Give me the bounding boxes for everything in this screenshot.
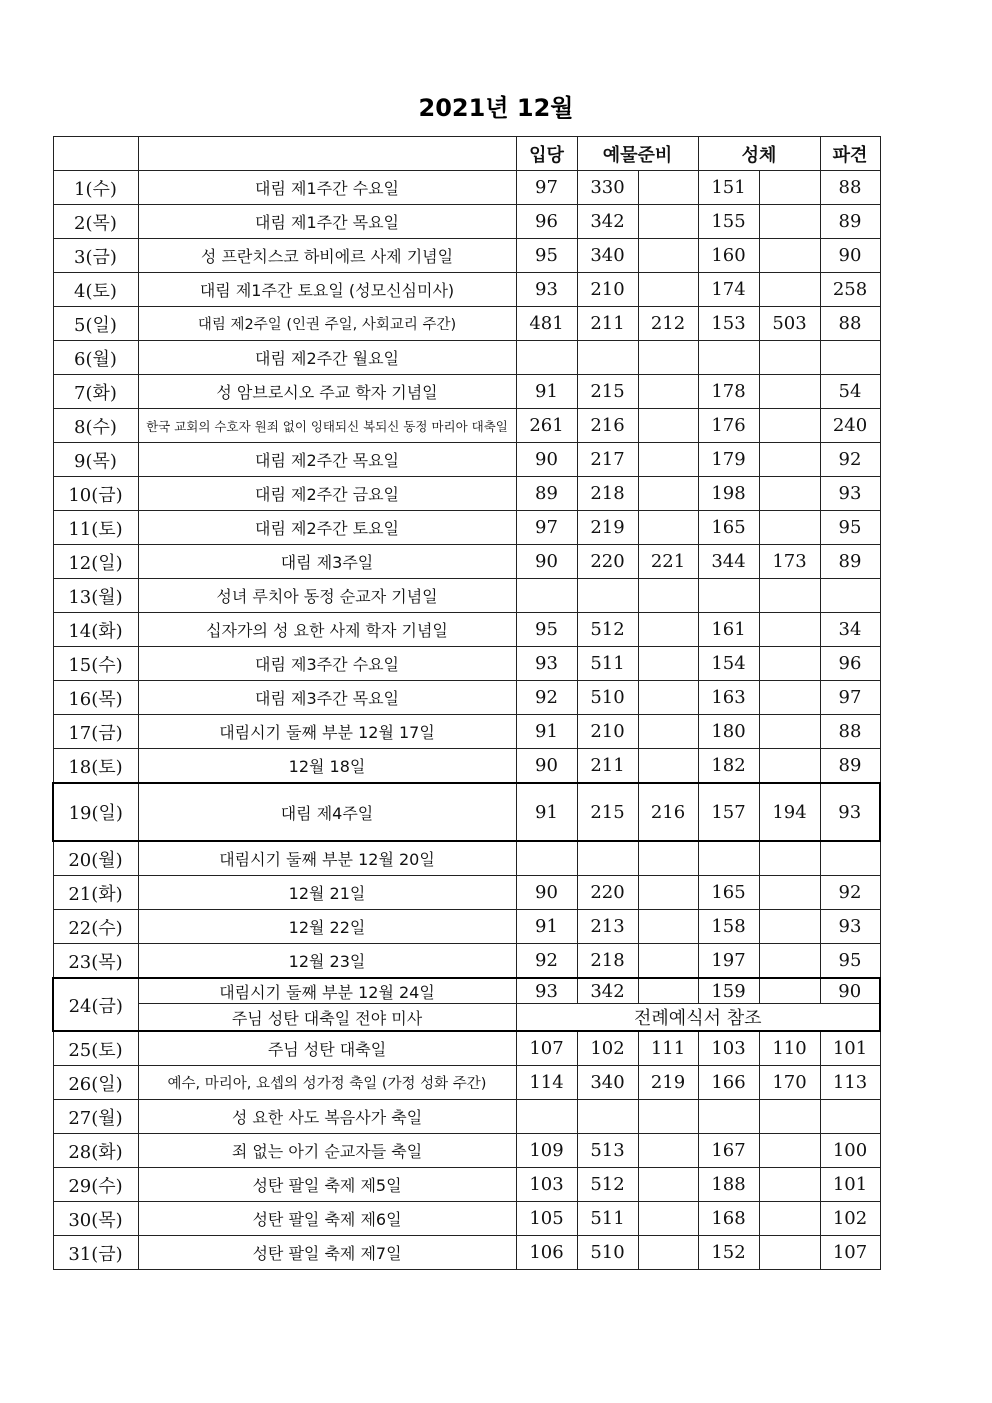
communion-hymn-1: 160 [698, 239, 759, 273]
entrance-hymn: 97 [516, 171, 577, 205]
celebration-name: 한국 교회의 수호자 원죄 없이 잉태되신 복되신 동정 마리아 대축일 [138, 409, 516, 443]
communion-hymn-1: 198 [698, 477, 759, 511]
offertory-hymn-2 [638, 715, 698, 749]
date-cell: 1(수) [53, 171, 138, 205]
communion-hymn-1 [698, 841, 759, 876]
communion-hymn-2 [759, 681, 820, 715]
table-row [53, 273, 880, 307]
offertory-hymn-2 [638, 978, 698, 1004]
celebration-name: 십자가의 성 요한 사제 학자 기념일 [138, 613, 516, 647]
communion-hymn-2 [759, 443, 820, 477]
communion-hymn-1: 159 [698, 978, 759, 1004]
dismissal-hymn: 88 [820, 171, 880, 205]
entrance-hymn: 103 [516, 1168, 577, 1202]
header-offertory: 예물준비 [577, 137, 698, 171]
offertory-hymn-1: 342 [577, 205, 638, 239]
dismissal-hymn: 258 [820, 273, 880, 307]
celebration-name: 주님 성탄 대축일 전야 미사 [138, 1004, 516, 1032]
offertory-hymn-2 [638, 341, 698, 375]
offertory-hymn-1: 342 [577, 978, 638, 1004]
communion-hymn-2 [759, 978, 820, 1004]
communion-hymn-2 [759, 647, 820, 681]
celebration-name: 성탄 팔일 축제 제6일 [138, 1202, 516, 1236]
communion-hymn-2: 110 [759, 1031, 820, 1066]
celebration-name: 죄 없는 아기 순교자들 축일 [138, 1134, 516, 1168]
dismissal-hymn: 88 [820, 307, 880, 341]
table-row [53, 1066, 880, 1100]
dismissal-hymn: 102 [820, 1202, 880, 1236]
celebration-name: 대림 제1주간 토요일 (성모신심미사) [138, 273, 516, 307]
entrance-hymn: 114 [516, 1066, 577, 1100]
offertory-hymn-1: 219 [577, 511, 638, 545]
offertory-hymn-2 [638, 409, 698, 443]
offertory-hymn-2 [638, 1134, 698, 1168]
communion-hymn-1: 180 [698, 715, 759, 749]
table-row [53, 1236, 880, 1270]
date-cell: 11(토) [53, 511, 138, 545]
date-cell: 24(금) [53, 978, 138, 1031]
communion-hymn-1: 103 [698, 1031, 759, 1066]
communion-hymn-2 [759, 239, 820, 273]
celebration-name: 12월 22일 [138, 910, 516, 944]
table-row [53, 1202, 880, 1236]
offertory-hymn-1: 102 [577, 1031, 638, 1066]
date-cell: 26(일) [53, 1066, 138, 1100]
offertory-hymn-2 [638, 443, 698, 477]
offertory-hymn-2 [638, 1202, 698, 1236]
offertory-hymn-2: 212 [638, 307, 698, 341]
offertory-hymn-1: 330 [577, 171, 638, 205]
dismissal-hymn: 101 [820, 1168, 880, 1202]
table-row [53, 910, 880, 944]
offertory-hymn-2 [638, 944, 698, 979]
date-cell: 20(월) [53, 841, 138, 876]
dismissal-hymn: 54 [820, 375, 880, 409]
celebration-name: 대림 제2주간 토요일 [138, 511, 516, 545]
communion-hymn-1: 161 [698, 613, 759, 647]
date-cell: 10(금) [53, 477, 138, 511]
entrance-hymn: 105 [516, 1202, 577, 1236]
communion-hymn-2 [759, 171, 820, 205]
celebration-name: 성 프란치스코 하비에르 사제 기념일 [138, 239, 516, 273]
offertory-hymn-2 [638, 910, 698, 944]
dismissal-hymn: 97 [820, 681, 880, 715]
communion-hymn-1: 344 [698, 545, 759, 579]
offertory-hymn-2 [638, 1168, 698, 1202]
communion-hymn-1: 154 [698, 647, 759, 681]
entrance-hymn: 92 [516, 944, 577, 979]
offertory-hymn-1: 220 [577, 876, 638, 910]
table-row [53, 876, 880, 910]
communion-hymn-2 [759, 715, 820, 749]
offertory-hymn-2 [638, 647, 698, 681]
celebration-name: 대림 제1주간 목요일 [138, 205, 516, 239]
table-row [53, 978, 880, 1004]
table-row [53, 409, 880, 443]
dismissal-hymn: 89 [820, 205, 880, 239]
offertory-hymn-1 [577, 341, 638, 375]
communion-hymn-2 [759, 1100, 820, 1134]
communion-hymn-1: 182 [698, 749, 759, 784]
date-cell: 21(화) [53, 876, 138, 910]
header-communion: 성체 [698, 137, 820, 171]
entrance-hymn: 89 [516, 477, 577, 511]
celebration-name: 대림시기 둘째 부분 12월 24일 [138, 978, 516, 1004]
offertory-hymn-2: 219 [638, 1066, 698, 1100]
date-cell: 22(수) [53, 910, 138, 944]
offertory-hymn-1: 211 [577, 749, 638, 784]
communion-hymn-1: 176 [698, 409, 759, 443]
offertory-hymn-2 [638, 239, 698, 273]
communion-hymn-1 [698, 1100, 759, 1134]
table-row [53, 205, 880, 239]
table-row [53, 613, 880, 647]
celebration-name: 12월 21일 [138, 876, 516, 910]
table-row [53, 783, 880, 841]
entrance-hymn: 92 [516, 681, 577, 715]
offertory-hymn-1: 511 [577, 647, 638, 681]
communion-hymn-1: 158 [698, 910, 759, 944]
communion-hymn-2: 194 [759, 783, 820, 841]
dismissal-hymn [820, 341, 880, 375]
dismissal-hymn: 88 [820, 715, 880, 749]
communion-hymn-2 [759, 477, 820, 511]
table-row [53, 944, 880, 979]
offertory-hymn-2 [638, 171, 698, 205]
communion-hymn-1: 165 [698, 511, 759, 545]
dismissal-hymn: 93 [820, 477, 880, 511]
dismissal-hymn: 240 [820, 409, 880, 443]
dismissal-hymn: 89 [820, 749, 880, 784]
celebration-name: 대림 제3주일 [138, 545, 516, 579]
table-row [53, 647, 880, 681]
offertory-hymn-2: 111 [638, 1031, 698, 1066]
offertory-hymn-1: 220 [577, 545, 638, 579]
table-row [53, 681, 880, 715]
celebration-name: 대림시기 둘째 부분 12월 20일 [138, 841, 516, 876]
celebration-name: 대림시기 둘째 부분 12월 17일 [138, 715, 516, 749]
communion-hymn-2 [759, 273, 820, 307]
offertory-hymn-1: 512 [577, 1168, 638, 1202]
entrance-hymn: 91 [516, 715, 577, 749]
offertory-hymn-1: 217 [577, 443, 638, 477]
liturgy-reference-note: 전례예식서 참조 [516, 1004, 880, 1032]
offertory-hymn-1: 510 [577, 681, 638, 715]
communion-hymn-1: 167 [698, 1134, 759, 1168]
offertory-hymn-1: 215 [577, 375, 638, 409]
communion-hymn-1: 152 [698, 1236, 759, 1270]
date-cell: 28(화) [53, 1134, 138, 1168]
dismissal-hymn: 34 [820, 613, 880, 647]
communion-hymn-2 [759, 409, 820, 443]
entrance-hymn: 90 [516, 876, 577, 910]
date-cell: 2(목) [53, 205, 138, 239]
table-row [53, 841, 880, 876]
offertory-hymn-2 [638, 1236, 698, 1270]
table-row [53, 307, 880, 341]
dismissal-hymn [820, 579, 880, 613]
communion-hymn-2: 503 [759, 307, 820, 341]
celebration-name: 대림 제2주간 금요일 [138, 477, 516, 511]
offertory-hymn-2 [638, 579, 698, 613]
entrance-hymn: 90 [516, 443, 577, 477]
dismissal-hymn: 113 [820, 1066, 880, 1100]
offertory-hymn-1: 511 [577, 1202, 638, 1236]
entrance-hymn: 91 [516, 783, 577, 841]
communion-hymn-1: 174 [698, 273, 759, 307]
communion-hymn-1: 168 [698, 1202, 759, 1236]
date-cell: 9(목) [53, 443, 138, 477]
communion-hymn-2 [759, 749, 820, 784]
header-name [138, 137, 516, 171]
communion-hymn-1: 179 [698, 443, 759, 477]
header-dismissal: 파견 [820, 137, 880, 171]
table-row [53, 579, 880, 613]
date-cell: 6(월) [53, 341, 138, 375]
entrance-hymn: 93 [516, 978, 577, 1004]
table-row [53, 1134, 880, 1168]
date-cell: 3(금) [53, 239, 138, 273]
date-cell: 29(수) [53, 1168, 138, 1202]
celebration-name: 대림 제1주간 수요일 [138, 171, 516, 205]
offertory-hymn-1: 340 [577, 1066, 638, 1100]
entrance-hymn: 261 [516, 409, 577, 443]
dismissal-hymn: 92 [820, 443, 880, 477]
entrance-hymn: 95 [516, 239, 577, 273]
communion-hymn-1 [698, 341, 759, 375]
table-row [53, 239, 880, 273]
offertory-hymn-2 [638, 511, 698, 545]
offertory-hymn-2 [638, 841, 698, 876]
celebration-name: 성 암브로시오 주교 학자 기념일 [138, 375, 516, 409]
date-cell: 15(수) [53, 647, 138, 681]
offertory-hymn-2 [638, 681, 698, 715]
celebration-name: 대림 제4주일 [138, 783, 516, 841]
entrance-hymn: 93 [516, 273, 577, 307]
dismissal-hymn: 101 [820, 1031, 880, 1066]
date-cell: 18(토) [53, 749, 138, 784]
communion-hymn-1: 155 [698, 205, 759, 239]
table-row [53, 1168, 880, 1202]
entrance-hymn [516, 1100, 577, 1134]
communion-hymn-1: 153 [698, 307, 759, 341]
communion-hymn-1: 166 [698, 1066, 759, 1100]
dismissal-hymn: 93 [820, 783, 880, 841]
dismissal-hymn: 92 [820, 876, 880, 910]
date-cell: 17(금) [53, 715, 138, 749]
dismissal-hymn: 95 [820, 944, 880, 979]
entrance-hymn: 109 [516, 1134, 577, 1168]
header-row [53, 137, 880, 171]
offertory-hymn-2 [638, 477, 698, 511]
dismissal-hymn: 95 [820, 511, 880, 545]
dismissal-hymn [820, 841, 880, 876]
offertory-hymn-2 [638, 205, 698, 239]
entrance-hymn: 93 [516, 647, 577, 681]
communion-hymn-2 [759, 579, 820, 613]
offertory-hymn-1 [577, 841, 638, 876]
entrance-hymn: 90 [516, 749, 577, 784]
offertory-hymn-1: 512 [577, 613, 638, 647]
date-cell: 8(수) [53, 409, 138, 443]
date-cell: 14(화) [53, 613, 138, 647]
table-row [53, 749, 880, 784]
entrance-hymn: 106 [516, 1236, 577, 1270]
offertory-hymn-1: 218 [577, 477, 638, 511]
offertory-hymn-1: 216 [577, 409, 638, 443]
celebration-name: 12월 23일 [138, 944, 516, 979]
entrance-hymn: 91 [516, 375, 577, 409]
offertory-hymn-1: 513 [577, 1134, 638, 1168]
entrance-hymn: 95 [516, 613, 577, 647]
offertory-hymn-2 [638, 613, 698, 647]
communion-hymn-2 [759, 1134, 820, 1168]
communion-hymn-2 [759, 341, 820, 375]
date-cell: 16(목) [53, 681, 138, 715]
offertory-hymn-1: 213 [577, 910, 638, 944]
date-cell: 27(월) [53, 1100, 138, 1134]
date-cell: 12(일) [53, 545, 138, 579]
date-cell: 7(화) [53, 375, 138, 409]
dismissal-hymn: 100 [820, 1134, 880, 1168]
communion-hymn-1: 165 [698, 876, 759, 910]
page-title: 2021년 12월 [418, 94, 574, 122]
offertory-hymn-1: 210 [577, 273, 638, 307]
celebration-name: 대림 제2주일 (인권 주일, 사회교리 주간) [138, 307, 516, 341]
table-row [53, 1004, 880, 1032]
entrance-hymn [516, 341, 577, 375]
communion-hymn-2: 170 [759, 1066, 820, 1100]
dismissal-hymn: 90 [820, 239, 880, 273]
communion-hymn-1: 188 [698, 1168, 759, 1202]
celebration-name: 12월 18일 [138, 749, 516, 784]
table-row [53, 1031, 880, 1066]
table-row [53, 171, 880, 205]
table-row [53, 477, 880, 511]
entrance-hymn [516, 579, 577, 613]
communion-hymn-2 [759, 1236, 820, 1270]
date-cell: 19(일) [53, 783, 138, 841]
date-cell: 13(월) [53, 579, 138, 613]
communion-hymn-1 [698, 579, 759, 613]
header-date [53, 137, 138, 171]
celebration-name: 성탄 팔일 축제 제7일 [138, 1236, 516, 1270]
dismissal-hymn: 89 [820, 545, 880, 579]
table-row [53, 375, 880, 409]
celebration-name: 예수, 마리아, 요셉의 성가정 축일 (가정 성화 주간) [138, 1066, 516, 1100]
offertory-hymn-2 [638, 749, 698, 784]
entrance-hymn: 107 [516, 1031, 577, 1066]
celebration-name: 성탄 팔일 축제 제5일 [138, 1168, 516, 1202]
offertory-hymn-2 [638, 876, 698, 910]
celebration-name: 대림 제3주간 수요일 [138, 647, 516, 681]
celebration-name: 성녀 루치아 동정 순교자 기념일 [138, 579, 516, 613]
communion-hymn-2 [759, 375, 820, 409]
table-row [53, 341, 880, 375]
offertory-hymn-1: 210 [577, 715, 638, 749]
offertory-hymn-1 [577, 1100, 638, 1134]
celebration-name: 대림 제3주간 목요일 [138, 681, 516, 715]
table-row [53, 1100, 880, 1134]
offertory-hymn-1: 215 [577, 783, 638, 841]
offertory-hymn-2: 216 [638, 783, 698, 841]
offertory-hymn-2 [638, 273, 698, 307]
entrance-hymn: 97 [516, 511, 577, 545]
table-row [53, 545, 880, 579]
date-cell: 5(일) [53, 307, 138, 341]
communion-hymn-2 [759, 876, 820, 910]
entrance-hymn: 91 [516, 910, 577, 944]
table-row [53, 511, 880, 545]
date-cell: 25(토) [53, 1031, 138, 1066]
communion-hymn-1: 151 [698, 171, 759, 205]
dismissal-hymn: 93 [820, 910, 880, 944]
offertory-hymn-1: 218 [577, 944, 638, 979]
communion-hymn-1: 178 [698, 375, 759, 409]
communion-hymn-2: 173 [759, 545, 820, 579]
offertory-hymn-2 [638, 1100, 698, 1134]
communion-hymn-1: 163 [698, 681, 759, 715]
dismissal-hymn: 96 [820, 647, 880, 681]
hymn-schedule-table [52, 136, 881, 1270]
offertory-hymn-1: 510 [577, 1236, 638, 1270]
header-entrance: 입당 [516, 137, 577, 171]
offertory-hymn-1: 211 [577, 307, 638, 341]
communion-hymn-2 [759, 1168, 820, 1202]
date-cell: 31(금) [53, 1236, 138, 1270]
dismissal-hymn [820, 1100, 880, 1134]
table-row [53, 443, 880, 477]
entrance-hymn: 90 [516, 545, 577, 579]
communion-hymn-2 [759, 910, 820, 944]
offertory-hymn-2: 221 [638, 545, 698, 579]
communion-hymn-2 [759, 841, 820, 876]
celebration-name: 주님 성탄 대축일 [138, 1031, 516, 1066]
offertory-hymn-1 [577, 579, 638, 613]
dismissal-hymn: 107 [820, 1236, 880, 1270]
offertory-hymn-1: 340 [577, 239, 638, 273]
date-cell: 30(목) [53, 1202, 138, 1236]
table-row [53, 715, 880, 749]
entrance-hymn [516, 841, 577, 876]
communion-hymn-2 [759, 1202, 820, 1236]
celebration-name: 대림 제2주간 목요일 [138, 443, 516, 477]
communion-hymn-1: 157 [698, 783, 759, 841]
communion-hymn-1: 197 [698, 944, 759, 979]
date-cell: 4(토) [53, 273, 138, 307]
offertory-hymn-2 [638, 375, 698, 409]
entrance-hymn: 96 [516, 205, 577, 239]
dismissal-hymn: 90 [820, 978, 880, 1004]
celebration-name: 성 요한 사도 복음사가 축일 [138, 1100, 516, 1134]
communion-hymn-2 [759, 205, 820, 239]
date-cell: 23(목) [53, 944, 138, 979]
communion-hymn-2 [759, 944, 820, 979]
celebration-name: 대림 제2주간 월요일 [138, 341, 516, 375]
entrance-hymn: 481 [516, 307, 577, 341]
communion-hymn-2 [759, 613, 820, 647]
communion-hymn-2 [759, 511, 820, 545]
